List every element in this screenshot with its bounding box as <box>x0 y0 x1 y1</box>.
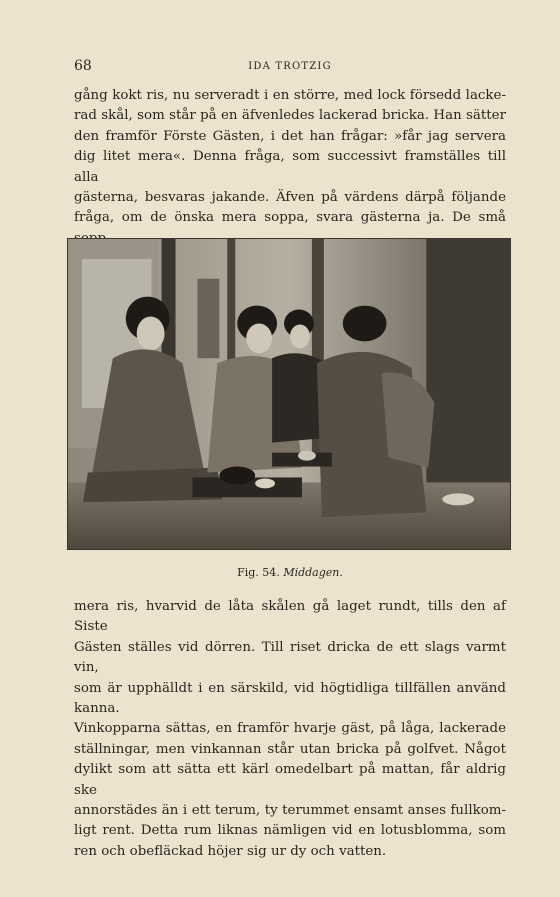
text-line: mera ris, hvarvid de låta skålen gå laget rundt, tills den af Siste <box>74 599 506 635</box>
text-line: som är upphälldt i en särskild, vid högtidliga tillfällen använd kanna. <box>74 680 506 717</box>
text-line: gästerna, besvaras jakande. Äfven på värdens därpå följande <box>74 190 506 206</box>
text-line: ligt rent. Detta rum liknas nämligen vid en lotusblomma, som <box>74 823 506 839</box>
text-line: Vinkopparna sättas, en framför hvarje gäst, på låga, lackerade <box>74 721 506 737</box>
figure-photo <box>67 238 511 550</box>
text-line: Gästen ställes vid dörren. Till riset dricka de ett slags varmt vin, <box>74 639 506 676</box>
figure-caption <box>74 566 506 579</box>
text-line: fråga, om de önska mera soppa, svara gästerna ja. De små <box>74 210 506 226</box>
text-line: dylikt som att sätta ett kärl omedelbart på mattan, får aldrig ske <box>74 762 506 798</box>
running-head <box>74 58 506 76</box>
text-line: dig litet mera«. Denna fråga, som successivt framställes till alla <box>74 149 506 185</box>
text-line: annorstädes än i ett terum, ty terummet ensamt anses fullkom- <box>74 803 506 819</box>
figure-label: Fig. 54. <box>237 566 280 579</box>
figure-title: Middagen. <box>283 566 343 579</box>
text-line: den framför Förste Gästen, i det han frågar: »får jag servera <box>74 128 506 144</box>
photo-illustration <box>68 239 510 549</box>
text-line: ställningar, men vinkannan står utan bricka på golfvet. Något <box>74 741 506 757</box>
text-line: rad skål, som står på en äfvenledes lackerad bricka. Han sätter <box>74 108 506 124</box>
page-number: 68 <box>74 58 92 74</box>
paragraph-bottom <box>74 597 506 862</box>
running-title: IDA TROTZIG <box>248 61 332 72</box>
text-line: ren och obefläckad höjer sig ur dy och vatten. <box>74 843 387 859</box>
text-line: gång kokt ris, nu serveradt i en större, med lock försedd lacke- <box>74 88 506 103</box>
